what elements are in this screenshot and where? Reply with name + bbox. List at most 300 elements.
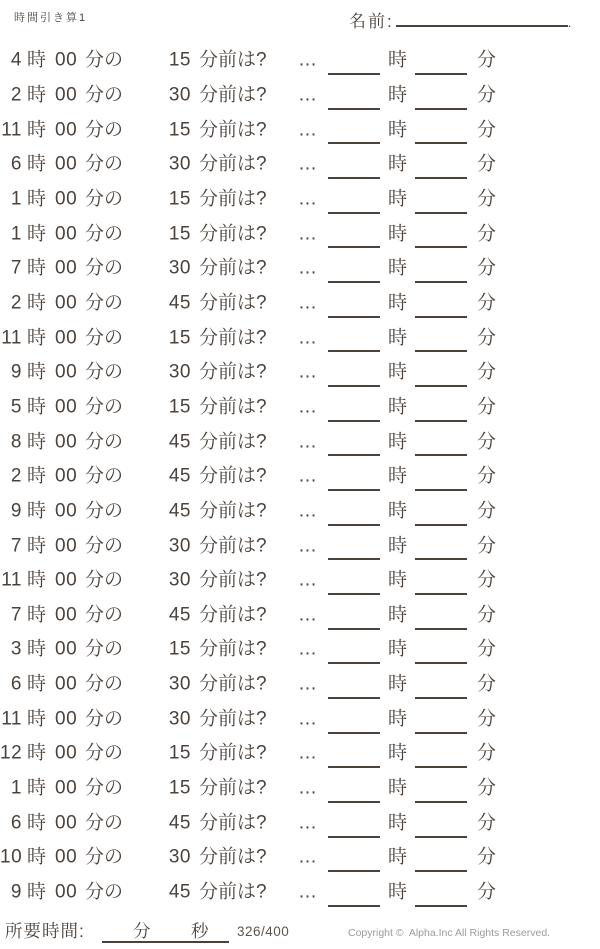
start-minutes-value: 00 xyxy=(55,327,78,349)
elapsed-time-label: 所要時間: xyxy=(5,921,85,941)
answer-hour-blank-line xyxy=(328,905,380,907)
answer-minute-unit-label: 分 xyxy=(477,638,497,660)
ellipsis: … xyxy=(298,257,317,279)
answer-minute-unit-label: 分 xyxy=(477,361,497,383)
answer-minute-blank-line xyxy=(415,281,467,283)
hour-unit-label: 時 xyxy=(27,119,47,141)
answer-hour-blank-line xyxy=(328,836,380,838)
answer-minute-blank-line xyxy=(415,524,467,526)
hour-unit-label: 時 xyxy=(27,49,47,71)
answer-hour-unit-label: 時 xyxy=(388,361,408,383)
ellipsis: … xyxy=(298,777,317,799)
answer-minute-blank-line xyxy=(415,766,467,768)
answer-minute-unit-label: 分 xyxy=(477,569,497,591)
minutes-before-value: 45 xyxy=(168,812,191,834)
problem-row xyxy=(0,112,600,147)
problem-row xyxy=(0,182,600,217)
answer-minute-unit-label: 分 xyxy=(477,119,497,141)
problem-row xyxy=(0,355,600,390)
answer-minute-unit-label: 分 xyxy=(477,188,497,210)
minutes-before-question-label: 分前は? xyxy=(199,292,267,314)
answer-hour-blank-line xyxy=(328,697,380,699)
problem-row xyxy=(0,598,600,633)
start-minutes-value: 00 xyxy=(55,638,78,660)
hour-unit-label: 時 xyxy=(27,153,47,175)
minutes-of-label: 分の xyxy=(85,327,124,349)
hour-unit-label: 時 xyxy=(27,188,47,210)
minutes-before-value: 30 xyxy=(168,361,191,383)
problem-row xyxy=(0,216,600,251)
minutes-before-value: 15 xyxy=(168,223,191,245)
hour-unit-label: 時 xyxy=(27,846,47,868)
problem-row xyxy=(0,840,600,875)
minutes-before-question-label: 分前は? xyxy=(199,638,267,660)
start-hour-value: 7 xyxy=(10,535,22,557)
minutes-before-value: 30 xyxy=(168,84,191,106)
answer-minute-unit-label: 分 xyxy=(477,604,497,626)
start-hour-value: 1 xyxy=(10,777,22,799)
answer-minute-blank-line xyxy=(415,870,467,872)
ellipsis: … xyxy=(298,846,317,868)
answer-minute-blank-line xyxy=(415,801,467,803)
start-minutes-value: 00 xyxy=(55,742,78,764)
minutes-before-question-label: 分前は? xyxy=(199,431,267,453)
minutes-of-label: 分の xyxy=(85,361,124,383)
start-minutes-value: 00 xyxy=(55,777,78,799)
problem-row xyxy=(0,320,600,355)
minutes-of-label: 分の xyxy=(85,569,124,591)
minutes-of-label: 分の xyxy=(85,500,124,522)
minutes-of-label: 分の xyxy=(85,119,124,141)
problem-row xyxy=(0,875,600,910)
minutes-of-label: 分の xyxy=(85,742,124,764)
start-hour-value: 11 xyxy=(1,708,22,730)
start-minutes-value: 00 xyxy=(55,812,78,834)
answer-hour-unit-label: 時 xyxy=(388,569,408,591)
answer-minute-blank-line xyxy=(415,454,467,456)
minutes-of-label: 分の xyxy=(85,535,124,557)
minutes-of-label: 分の xyxy=(85,708,124,730)
footer xyxy=(0,912,600,949)
minutes-before-value: 30 xyxy=(168,535,191,557)
start-hour-value: 3 xyxy=(10,638,22,660)
problem-row xyxy=(0,528,600,563)
minutes-before-value: 15 xyxy=(168,188,191,210)
ellipsis: … xyxy=(298,188,317,210)
start-minutes-value: 00 xyxy=(55,673,78,695)
hour-unit-label: 時 xyxy=(27,708,47,730)
hour-unit-label: 時 xyxy=(27,535,47,557)
answer-hour-unit-label: 時 xyxy=(388,742,408,764)
minutes-before-question-label: 分前は? xyxy=(199,742,267,764)
minutes-before-question-label: 分前は? xyxy=(199,257,267,279)
hour-unit-label: 時 xyxy=(27,604,47,626)
answer-hour-blank-line xyxy=(328,489,380,491)
answer-minute-blank-line xyxy=(415,628,467,630)
start-hour-value: 7 xyxy=(10,604,22,626)
elapsed-minutes-unit-label: 分 xyxy=(133,921,151,941)
answer-minute-blank-line xyxy=(415,246,467,248)
ellipsis: … xyxy=(298,327,317,349)
hour-unit-label: 時 xyxy=(27,569,47,591)
start-minutes-value: 00 xyxy=(55,500,78,522)
minutes-before-value: 30 xyxy=(168,569,191,591)
copyright-text: Copyright © Alpha.Inc All Rights Reserved. xyxy=(348,927,551,939)
answer-hour-unit-label: 時 xyxy=(388,431,408,453)
answer-minute-blank-line xyxy=(415,73,467,75)
answer-hour-unit-label: 時 xyxy=(388,708,408,730)
hour-unit-label: 時 xyxy=(27,638,47,660)
start-hour-value: 2 xyxy=(10,84,22,106)
ellipsis: … xyxy=(298,742,317,764)
minutes-before-question-label: 分前は? xyxy=(199,812,267,834)
name-blank-line xyxy=(396,23,568,27)
answer-minute-unit-label: 分 xyxy=(477,535,497,557)
start-hour-value: 9 xyxy=(10,500,22,522)
answer-minute-unit-label: 分 xyxy=(477,84,497,106)
minutes-before-value: 45 xyxy=(168,292,191,314)
start-hour-value: 8 xyxy=(10,431,22,453)
ellipsis: … xyxy=(298,500,317,522)
hour-unit-label: 時 xyxy=(27,673,47,695)
answer-minute-unit-label: 分 xyxy=(477,465,497,487)
minutes-of-label: 分の xyxy=(85,188,124,210)
hour-unit-label: 時 xyxy=(27,465,47,487)
ellipsis: … xyxy=(298,881,317,903)
minutes-before-question-label: 分前は? xyxy=(199,846,267,868)
answer-minute-blank-line xyxy=(415,836,467,838)
answer-minute-blank-line xyxy=(415,212,467,214)
answer-hour-unit-label: 時 xyxy=(388,188,408,210)
name-field xyxy=(349,7,571,32)
ellipsis: … xyxy=(298,396,317,418)
answer-hour-blank-line xyxy=(328,593,380,595)
elapsed-time-blank-line xyxy=(102,922,229,943)
start-minutes-value: 00 xyxy=(55,535,78,557)
minutes-before-value: 45 xyxy=(168,500,191,522)
answer-minute-blank-line xyxy=(415,489,467,491)
minutes-before-question-label: 分前は? xyxy=(199,223,267,245)
answer-hour-unit-label: 時 xyxy=(388,84,408,106)
ellipsis: … xyxy=(298,119,317,141)
answer-hour-blank-line xyxy=(328,177,380,179)
start-hour-value: 9 xyxy=(10,361,22,383)
start-hour-value: 7 xyxy=(10,257,22,279)
minutes-of-label: 分の xyxy=(85,638,124,660)
minutes-before-value: 15 xyxy=(168,742,191,764)
answer-hour-blank-line xyxy=(328,766,380,768)
minutes-of-label: 分の xyxy=(85,223,124,245)
start-hour-value: 6 xyxy=(10,153,22,175)
answer-hour-blank-line xyxy=(328,246,380,248)
start-minutes-value: 00 xyxy=(55,292,78,314)
answer-hour-blank-line xyxy=(328,350,380,352)
problem-row xyxy=(0,701,600,736)
minutes-before-question-label: 分前は? xyxy=(199,777,267,799)
minutes-of-label: 分の xyxy=(85,465,124,487)
answer-minute-blank-line xyxy=(415,905,467,907)
answer-hour-unit-label: 時 xyxy=(388,604,408,626)
answer-hour-blank-line xyxy=(328,385,380,387)
problem-row xyxy=(0,424,600,459)
minutes-of-label: 分の xyxy=(85,604,124,626)
answer-hour-unit-label: 時 xyxy=(388,465,408,487)
minutes-before-value: 45 xyxy=(168,431,191,453)
answer-minute-blank-line xyxy=(415,350,467,352)
minutes-of-label: 分の xyxy=(85,881,124,903)
answer-minute-blank-line xyxy=(415,385,467,387)
answer-minute-unit-label: 分 xyxy=(477,431,497,453)
answer-minute-blank-line xyxy=(415,316,467,318)
problem-row xyxy=(0,78,600,113)
minutes-before-value: 15 xyxy=(168,396,191,418)
answer-hour-unit-label: 時 xyxy=(388,153,408,175)
minutes-before-question-label: 分前は? xyxy=(199,396,267,418)
start-minutes-value: 00 xyxy=(55,881,78,903)
start-minutes-value: 00 xyxy=(55,84,78,106)
start-hour-value: 2 xyxy=(10,292,22,314)
answer-minute-unit-label: 分 xyxy=(477,223,497,245)
start-minutes-value: 00 xyxy=(55,257,78,279)
answer-hour-unit-label: 時 xyxy=(388,500,408,522)
hour-unit-label: 時 xyxy=(27,361,47,383)
answer-minute-unit-label: 分 xyxy=(477,881,497,903)
hour-unit-label: 時 xyxy=(27,396,47,418)
answer-hour-blank-line xyxy=(328,420,380,422)
minutes-of-label: 分の xyxy=(85,431,124,453)
minutes-before-question-label: 分前は? xyxy=(199,153,267,175)
hour-unit-label: 時 xyxy=(27,777,47,799)
minutes-before-question-label: 分前は? xyxy=(199,604,267,626)
answer-hour-unit-label: 時 xyxy=(388,881,408,903)
start-hour-value: 4 xyxy=(10,49,22,71)
answer-hour-blank-line xyxy=(328,524,380,526)
minutes-before-question-label: 分前は? xyxy=(199,84,267,106)
answer-hour-blank-line xyxy=(328,732,380,734)
start-hour-value: 5 xyxy=(10,396,22,418)
minutes-before-value: 30 xyxy=(168,708,191,730)
ellipsis: … xyxy=(298,223,317,245)
minutes-of-label: 分の xyxy=(85,673,124,695)
answer-minute-unit-label: 分 xyxy=(477,327,497,349)
start-minutes-value: 00 xyxy=(55,49,78,71)
minutes-of-label: 分の xyxy=(85,396,124,418)
answer-hour-blank-line xyxy=(328,801,380,803)
answer-hour-unit-label: 時 xyxy=(388,638,408,660)
elapsed-seconds-unit-label: 秒 xyxy=(191,921,209,941)
minutes-before-question-label: 分前は? xyxy=(199,188,267,210)
ellipsis: … xyxy=(298,569,317,591)
problem-row xyxy=(0,251,600,286)
answer-hour-unit-label: 時 xyxy=(388,223,408,245)
minutes-before-question-label: 分前は? xyxy=(199,881,267,903)
start-hour-value: 10 xyxy=(0,846,23,868)
start-minutes-value: 00 xyxy=(55,396,78,418)
minutes-before-question-label: 分前は? xyxy=(199,569,267,591)
problem-row xyxy=(0,286,600,321)
ellipsis: … xyxy=(298,49,317,71)
problem-row xyxy=(0,390,600,425)
ellipsis: … xyxy=(298,708,317,730)
answer-hour-unit-label: 時 xyxy=(388,846,408,868)
minutes-before-value: 45 xyxy=(168,604,191,626)
start-minutes-value: 00 xyxy=(55,708,78,730)
ellipsis: … xyxy=(298,535,317,557)
answer-minute-unit-label: 分 xyxy=(477,777,497,799)
problem-row xyxy=(0,771,600,806)
problem-row xyxy=(0,43,600,78)
minutes-of-label: 分の xyxy=(85,812,124,834)
answer-minute-unit-label: 分 xyxy=(477,257,497,279)
start-minutes-value: 00 xyxy=(55,569,78,591)
start-hour-value: 1 xyxy=(10,188,22,210)
minutes-of-label: 分の xyxy=(85,153,124,175)
name-line-end-mark: . xyxy=(567,15,572,30)
hour-unit-label: 時 xyxy=(27,881,47,903)
start-minutes-value: 00 xyxy=(55,119,78,141)
start-minutes-value: 00 xyxy=(55,465,78,487)
answer-hour-blank-line xyxy=(328,662,380,664)
ellipsis: … xyxy=(298,638,317,660)
minutes-before-question-label: 分前は? xyxy=(199,465,267,487)
problem-row xyxy=(0,805,600,840)
minutes-of-label: 分の xyxy=(85,846,124,868)
minutes-before-question-label: 分前は? xyxy=(199,361,267,383)
answer-hour-unit-label: 時 xyxy=(388,396,408,418)
answer-minute-blank-line xyxy=(415,108,467,110)
hour-unit-label: 時 xyxy=(27,500,47,522)
hour-unit-label: 時 xyxy=(27,84,47,106)
hour-unit-label: 時 xyxy=(27,292,47,314)
answer-hour-unit-label: 時 xyxy=(388,673,408,695)
ellipsis: … xyxy=(298,673,317,695)
minutes-of-label: 分の xyxy=(85,292,124,314)
problem-row xyxy=(0,667,600,702)
answer-minute-unit-label: 分 xyxy=(477,153,497,175)
minutes-before-value: 15 xyxy=(168,777,191,799)
minutes-of-label: 分の xyxy=(85,257,124,279)
answer-minute-unit-label: 分 xyxy=(477,708,497,730)
problem-row xyxy=(0,494,600,529)
ellipsis: … xyxy=(298,361,317,383)
minutes-before-value: 15 xyxy=(168,638,191,660)
hour-unit-label: 時 xyxy=(27,431,47,453)
answer-hour-unit-label: 時 xyxy=(388,535,408,557)
answer-minute-unit-label: 分 xyxy=(477,396,497,418)
minutes-before-value: 30 xyxy=(168,846,191,868)
answer-hour-unit-label: 時 xyxy=(388,777,408,799)
answer-minute-blank-line xyxy=(415,420,467,422)
hour-unit-label: 時 xyxy=(27,742,47,764)
ellipsis: … xyxy=(298,84,317,106)
answer-minute-unit-label: 分 xyxy=(477,742,497,764)
minutes-before-question-label: 分前は? xyxy=(199,327,267,349)
name-label: 名前: xyxy=(349,12,394,31)
minutes-of-label: 分の xyxy=(85,49,124,71)
answer-minute-unit-label: 分 xyxy=(477,673,497,695)
problem-list xyxy=(0,43,600,910)
answer-minute-unit-label: 分 xyxy=(477,812,497,834)
problem-row xyxy=(0,736,600,771)
answer-hour-blank-line xyxy=(328,454,380,456)
answer-hour-unit-label: 時 xyxy=(388,257,408,279)
answer-hour-blank-line xyxy=(328,558,380,560)
minutes-of-label: 分の xyxy=(85,777,124,799)
answer-minute-unit-label: 分 xyxy=(477,49,497,71)
start-hour-value: 2 xyxy=(10,465,22,487)
start-hour-value: 6 xyxy=(10,812,22,834)
minutes-before-question-label: 分前は? xyxy=(199,49,267,71)
start-hour-value: 9 xyxy=(10,881,22,903)
minutes-before-question-label: 分前は? xyxy=(199,673,267,695)
start-hour-value: 11 xyxy=(1,327,22,349)
problem-row xyxy=(0,459,600,494)
start-minutes-value: 00 xyxy=(55,431,78,453)
ellipsis: … xyxy=(298,292,317,314)
answer-minute-blank-line xyxy=(415,732,467,734)
minutes-before-question-label: 分前は? xyxy=(199,708,267,730)
problem-row xyxy=(0,147,600,182)
worksheet-title: 時間引き算1 xyxy=(14,12,88,24)
answer-hour-blank-line xyxy=(328,281,380,283)
hour-unit-label: 時 xyxy=(27,327,47,349)
start-hour-value: 1 xyxy=(10,223,22,245)
answer-minute-blank-line xyxy=(415,558,467,560)
ellipsis: … xyxy=(298,431,317,453)
minutes-before-question-label: 分前は? xyxy=(199,119,267,141)
answer-hour-unit-label: 時 xyxy=(388,292,408,314)
answer-minute-blank-line xyxy=(415,662,467,664)
minutes-before-question-label: 分前は? xyxy=(199,500,267,522)
answer-hour-unit-label: 時 xyxy=(388,812,408,834)
ellipsis: … xyxy=(298,153,317,175)
page-number: 326/400 xyxy=(237,924,290,939)
answer-hour-blank-line xyxy=(328,73,380,75)
answer-minute-blank-line xyxy=(415,177,467,179)
minutes-before-value: 30 xyxy=(168,257,191,279)
problem-row xyxy=(0,563,600,598)
answer-hour-unit-label: 時 xyxy=(388,327,408,349)
answer-minute-unit-label: 分 xyxy=(477,846,497,868)
ellipsis: … xyxy=(298,604,317,626)
minutes-before-value: 30 xyxy=(168,153,191,175)
minutes-before-value: 30 xyxy=(168,673,191,695)
minutes-before-value: 15 xyxy=(168,49,191,71)
hour-unit-label: 時 xyxy=(27,257,47,279)
answer-hour-blank-line xyxy=(328,628,380,630)
answer-hour-blank-line xyxy=(328,316,380,318)
answer-hour-unit-label: 時 xyxy=(388,49,408,71)
answer-hour-blank-line xyxy=(328,870,380,872)
start-minutes-value: 00 xyxy=(55,223,78,245)
start-minutes-value: 00 xyxy=(55,153,78,175)
answer-minute-unit-label: 分 xyxy=(477,292,497,314)
answer-minute-unit-label: 分 xyxy=(477,500,497,522)
answer-hour-unit-label: 時 xyxy=(388,119,408,141)
minutes-of-label: 分の xyxy=(85,84,124,106)
hour-unit-label: 時 xyxy=(27,223,47,245)
minutes-before-question-label: 分前は? xyxy=(199,535,267,557)
answer-hour-blank-line xyxy=(328,142,380,144)
start-hour-value: 11 xyxy=(1,119,22,141)
answer-minute-blank-line xyxy=(415,593,467,595)
start-minutes-value: 00 xyxy=(55,361,78,383)
minutes-before-value: 45 xyxy=(168,465,191,487)
start-minutes-value: 00 xyxy=(55,188,78,210)
hour-unit-label: 時 xyxy=(27,812,47,834)
ellipsis: … xyxy=(298,465,317,487)
problem-row xyxy=(0,632,600,667)
